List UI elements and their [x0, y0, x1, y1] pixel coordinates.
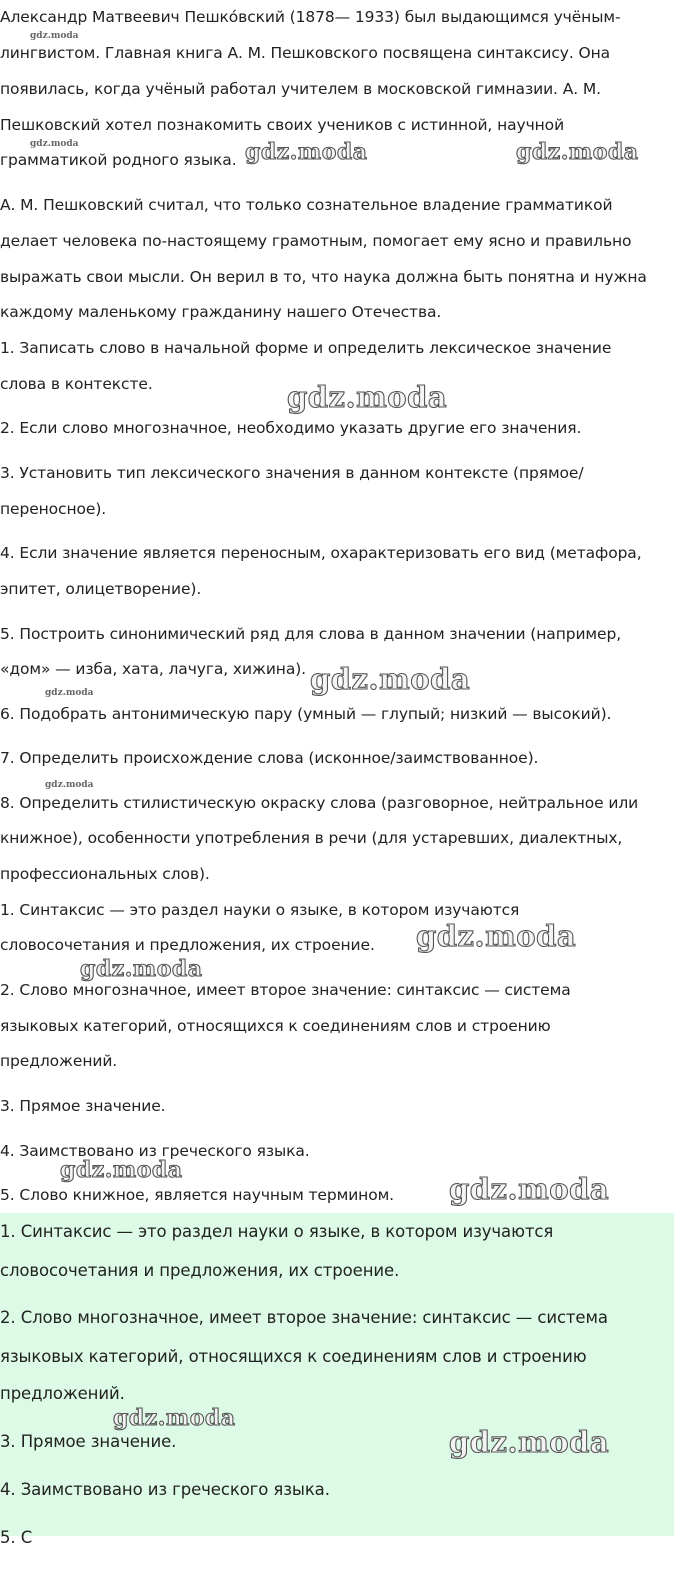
analysis-item-1: 1. Синтаксис — это раздел науки о языке, в котором изучаются [0, 901, 520, 919]
answer-item-1: словосочетания и предложения, их строение. [0, 1261, 400, 1280]
analysis-item-3: 3. Прямое значение. [0, 1097, 166, 1115]
plan-item-4: 4. Если значение является переносным, охарактеризовать его вид (метафора, [0, 544, 642, 562]
analysis-item-4: 4. Заимствовано из греческого языка. [0, 1142, 310, 1160]
plan-item-5: «дом» — изба, хата, лачуга, хижина). [0, 660, 307, 678]
answer-item-5-partial: 5. С [0, 1528, 33, 1547]
answer-item-2: 2. Слово многозначное, имеет второе значение: синтаксис — система [0, 1308, 608, 1327]
intro-line: лингвистом. Главная книга А. М. Пешковского посвящена синтаксису. Она [0, 44, 611, 62]
answer-item-4: 4. Заимствовано из греческого языка. [0, 1480, 330, 1499]
plan-item-1: слова в контексте. [0, 375, 153, 393]
analysis-item-2: предложений. [0, 1052, 118, 1070]
watermark-logo: gdz.moda [80, 956, 203, 982]
watermark-logo: gdz.moda [245, 139, 368, 165]
plan-item-1: 1. Записать слово в начальной форме и определить лексическое значение [0, 339, 612, 357]
intro-line: Пешковский хотел познакомить своих учеников с истинной, научной [0, 116, 565, 134]
plan-item-5: 5. Построить синонимический ряд для слова в данном значении (например, [0, 625, 622, 643]
watermark-logo: gdz.moda [113, 1405, 236, 1431]
plan-item-2: 2. Если слово многозначное, необходимо указать другие его значения. [0, 419, 582, 437]
answer-item-2: языковых категорий, относящихся к соединениям слов и строению [0, 1347, 587, 1366]
answer-item-1: 1. Синтаксис — это раздел науки о языке, в котором изучаются [0, 1222, 554, 1241]
watermark-logo: gdz.moda [449, 1172, 610, 1206]
plan-item-8: книжное), особенности употребления в речи (для устаревших, диалектных, [0, 829, 623, 847]
plan-item-3: переносное). [0, 500, 107, 518]
intro-line: грамматикой родного языка. [0, 151, 237, 169]
analysis-item-5: 5. Слово книжное, является научным термином. [0, 1186, 395, 1204]
watermark-logo: gdz.moda [30, 31, 79, 41]
watermark-logo: gdz.moda [516, 139, 639, 165]
watermark-logo: gdz.moda [416, 919, 577, 953]
answer-item-2: предложений. [0, 1384, 125, 1403]
para2-line: выражать свои мысли. Он верил в то, что наука должна быть понятна и нужна [0, 268, 647, 286]
watermark-logo: gdz.moda [30, 139, 79, 149]
plan-item-8: профессиональных слов). [0, 865, 210, 883]
para2-line: делает человека по-настоящему грамотным, помогает ему ясно и правильно [0, 232, 632, 250]
plan-item-4: эпитет, олицетворение). [0, 580, 202, 598]
analysis-item-2: языковых категорий, относящихся к соединениям слов и строению [0, 1017, 551, 1035]
watermark-logo: gdz.moda [60, 1157, 183, 1183]
plan-item-7: 7. Определить происхождение слова (исконное/заимствованное). [0, 749, 539, 767]
plan-item-6: 6. Подобрать антонимическую пару (умный — глупый; низкий — высокий). [0, 705, 612, 723]
para2-line: каждому маленькому гражданину нашего Отечества. [0, 303, 442, 321]
watermark-logo: gdz.moda [310, 662, 471, 696]
answer-item-3: 3. Прямое значение. [0, 1432, 177, 1451]
watermark-logo: gdz.moda [449, 1425, 610, 1459]
plan-item-3: 3. Установить тип лексического значения в данном контексте (прямое/ [0, 464, 584, 482]
analysis-item-1: словосочетания и предложения, их строение. [0, 936, 375, 954]
intro-line: появилась, когда учёный работал учителем в московской гимназии. А. М. [0, 80, 601, 98]
watermark-logo: gdz.moda [45, 780, 94, 790]
watermark-logo: gdz.moda [45, 688, 94, 698]
analysis-item-2: 2. Слово многозначное, имеет второе значение: синтаксис — система [0, 981, 571, 999]
plan-item-8: 8. Определить стилистическую окраску слова (разговорное, нейтральное или [0, 794, 639, 812]
para2-line: А. М. Пешковский считал, что только сознательное владение грамматикой [0, 196, 613, 214]
watermark-logo: gdz.moda [287, 380, 448, 414]
intro-line: Александр Матвеевич Пешко́вский (1878— 1933) был выдающимся учёным- [0, 8, 621, 26]
